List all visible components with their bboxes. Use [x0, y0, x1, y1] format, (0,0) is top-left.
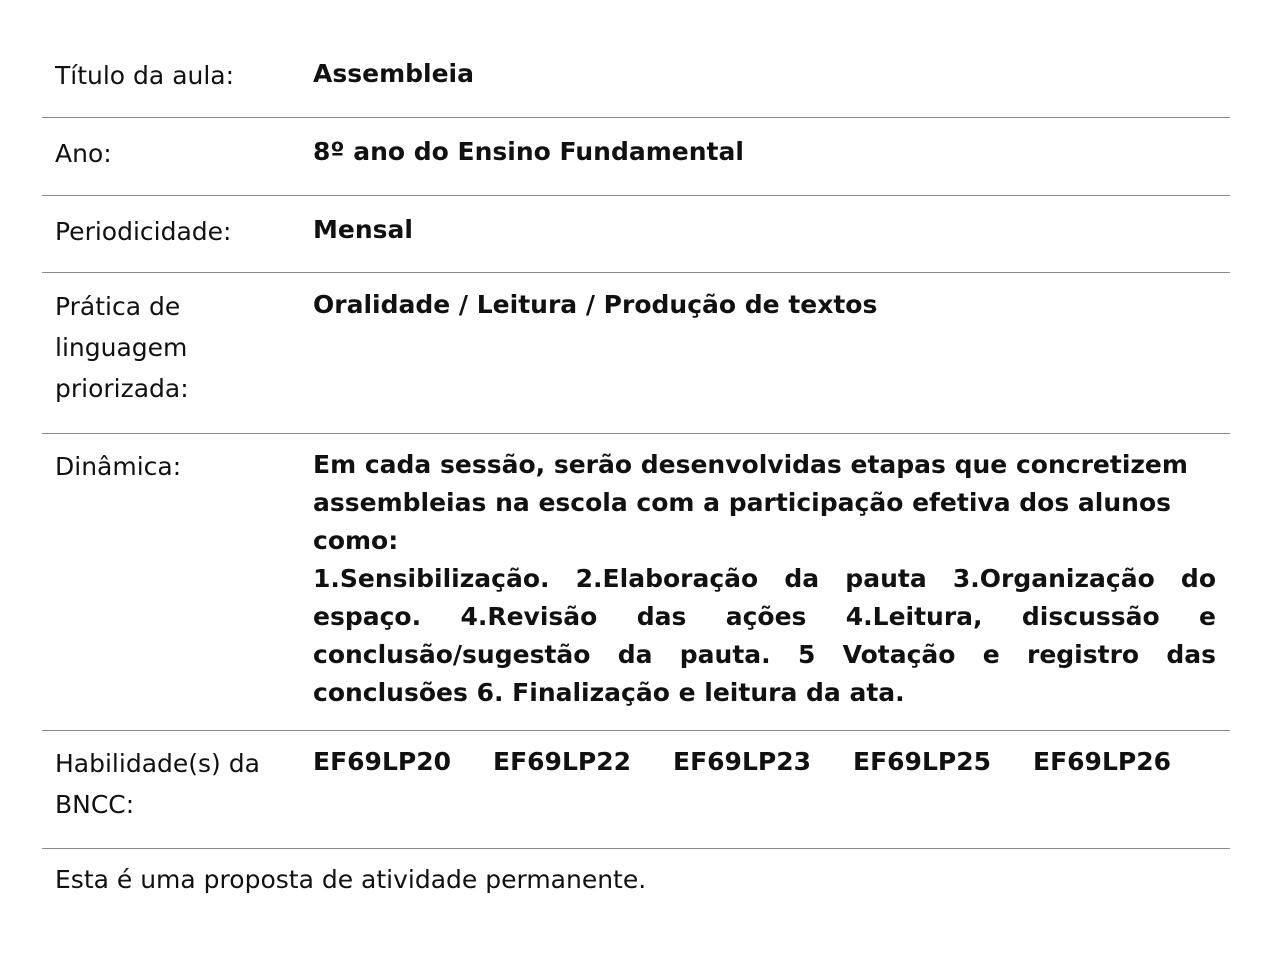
dynamics-value — [313, 446, 1230, 730]
language-practice-label-line: linguagem — [55, 333, 188, 362]
language-practice-label — [42, 286, 313, 433]
row-bncc-skills — [42, 731, 1230, 849]
school-year-value: 8º ano do Ensino Fundamental — [313, 137, 744, 166]
bncc-skills-label-line: Habilidade(s) da — [55, 749, 260, 778]
frequency-label: Periodicidade: — [55, 217, 232, 246]
frequency-value: Mensal — [313, 215, 413, 244]
row-lesson-title — [42, 40, 1230, 118]
dynamics-label: Dinâmica: — [55, 452, 182, 481]
row-school-year — [42, 118, 1230, 196]
language-practice-label-line: Prática de — [55, 292, 181, 321]
bncc-skills-list — [313, 743, 1230, 848]
lesson-title-label: Título da aula: — [55, 61, 235, 90]
bncc-skill-code: EF69LP26 — [1033, 747, 1171, 776]
bncc-skills-label-line: BNCC: — [55, 790, 135, 819]
lesson-plan-sheet — [42, 40, 1230, 899]
bncc-skills-label — [42, 743, 313, 848]
bncc-skill-code: EF69LP25 — [853, 747, 991, 776]
dynamics-intro: Em cada sessão, serão desenvolvidas etapas que concretizem assembleias na escola com a participação efetiva dos alunos como: — [313, 450, 1188, 555]
bncc-skill-code: EF69LP23 — [673, 747, 811, 776]
dynamics-steps: 1.Sensibilização. 2.Elaboração da pauta 3.Organização do espaço. 4.Revisão das ações 4.Leitura, discussão e conclusão/sugestão da pauta. 5 Votação e registro das conclusões 6. Finalização e leitura da ata. — [313, 564, 1216, 707]
lesson-title-value: Assembleia — [313, 59, 474, 88]
row-dynamics — [42, 434, 1230, 731]
bncc-skill-code: EF69LP22 — [493, 747, 631, 776]
school-year-label: Ano: — [55, 139, 112, 168]
row-language-practice — [42, 273, 1230, 434]
bncc-skill-code: EF69LP20 — [313, 747, 451, 776]
row-frequency — [42, 196, 1230, 273]
language-practice-value: Oralidade / Leitura / Produção de textos — [313, 290, 878, 319]
footer-note: Esta é uma proposta de atividade permanente. — [55, 865, 647, 894]
language-practice-label-line: priorizada: — [55, 374, 189, 403]
